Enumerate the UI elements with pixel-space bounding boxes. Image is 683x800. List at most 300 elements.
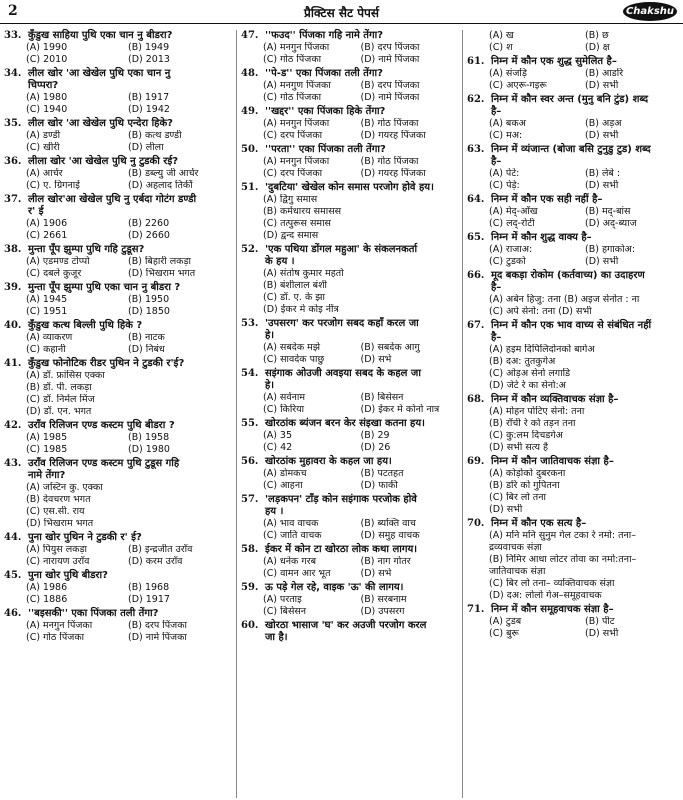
options-list xyxy=(241,594,458,618)
options-list xyxy=(467,406,681,454)
answer-option: (C) कु:लम दिचडगेअ xyxy=(489,430,563,441)
answer-option: (B) गोठ पिंजका xyxy=(360,156,419,167)
question-line xyxy=(467,106,681,118)
options-list xyxy=(467,468,681,516)
question-text: उराँव रिलिजन एण्ड कस्टम पुथि बीडरा ? xyxy=(28,420,175,431)
answer-option: (C) बिसेसन xyxy=(263,606,307,617)
question-line xyxy=(467,332,681,344)
options-list xyxy=(4,130,230,154)
question-line xyxy=(467,156,681,168)
question-text: कुँडुख फोनोटिक रीडर पुथिन ने टुडकी र'ई? xyxy=(28,358,185,369)
question-text: ''पे-ड'' एका पिंजका तली तेंगा? xyxy=(265,68,383,79)
question-line xyxy=(241,418,458,430)
answer-option: (A) टुडब xyxy=(489,616,522,627)
answer-option: (D) 1980 xyxy=(128,444,170,455)
question-number: 60. xyxy=(241,620,259,631)
question-block xyxy=(241,68,458,104)
options-list xyxy=(241,42,458,66)
answer-option: (A) एडमण्ड टोप्पो xyxy=(26,256,90,267)
answer-option: (B) हगाकोअ: xyxy=(585,244,636,255)
answer-option: (B) डॉ. पी. लकड़ा xyxy=(26,382,92,393)
answer-option: (D) भिखराम भगत xyxy=(128,268,196,279)
options-list xyxy=(467,68,681,92)
answer-option: (C) 2661 xyxy=(26,230,68,241)
question-text: निम्न में कौन एक शुद्ध सुमेलित है– xyxy=(491,56,617,67)
answer-option: (D) द्वन्द समास xyxy=(263,230,319,241)
answer-option: (C) एस.सी. राय xyxy=(26,506,85,517)
question-line xyxy=(467,320,681,332)
answer-option: (D) 1850 xyxy=(128,306,170,317)
question-line xyxy=(4,320,230,332)
answer-option: (C) 2010 xyxy=(26,54,68,65)
question-number: 41. xyxy=(4,358,22,369)
running-title: प्रैक्टिस सैट पेपर्स xyxy=(304,6,379,20)
question-text: ''परता'' एका पिंजका तली तेंगा? xyxy=(265,144,386,155)
question-text: निम्न में व्यंजान्त (बोजा बसि टुनुडु टुड) शब्द xyxy=(491,144,651,155)
answer-option: (A) डण्डी xyxy=(26,130,61,141)
answer-option: (A) मनगुन पिंजका xyxy=(263,42,330,53)
question-block xyxy=(241,318,458,366)
question-line xyxy=(241,330,458,342)
answer-option: (D) सभी सत्य है xyxy=(489,442,549,453)
answer-option: (D) सभी xyxy=(585,80,619,91)
question-line xyxy=(241,456,458,468)
question-line xyxy=(467,394,681,406)
question-text: हे। xyxy=(265,330,275,341)
question-line xyxy=(241,68,458,80)
question-text: ऊ पड़े गेल रहे, वाइक 'ऊ' की लागय। xyxy=(265,582,404,593)
question-text: लील खोर'आ खेखेल पुथि नु एर्बदा गोटंग डण्डी xyxy=(28,194,197,205)
answer-option: (C) खीरी xyxy=(26,142,60,153)
answer-option: (B) लेबे : xyxy=(585,168,621,179)
question-text: है– xyxy=(491,332,502,343)
question-block xyxy=(4,244,230,280)
question-number: 46. xyxy=(4,608,22,619)
question-line xyxy=(4,458,230,470)
question-block xyxy=(241,182,458,242)
options-list xyxy=(241,430,458,454)
question-block xyxy=(467,30,681,54)
answer-option: (A) डोमकच xyxy=(263,468,307,479)
question-line xyxy=(241,256,458,268)
answer-option: (A) परताइ xyxy=(263,594,302,605)
answer-option: (A) 1980 xyxy=(26,92,68,103)
question-line xyxy=(4,420,230,432)
answer-option: (A) ख xyxy=(489,30,514,41)
question-text: सइंगाक ओउजी अवइया सबद के कहल जा xyxy=(265,368,421,379)
answer-option: (C) 1940 xyxy=(26,104,68,115)
answer-option: (C) सावदेक पाछु xyxy=(263,354,325,365)
question-line xyxy=(467,56,681,68)
question-line xyxy=(4,156,230,168)
question-text: 'एक पथिया डोंगल महुआ' के संकलनकर्ता xyxy=(265,244,418,255)
answer-option: (D) 1917 xyxy=(128,594,170,605)
question-text: है– xyxy=(491,106,502,117)
question-text: 'दुबटिया' खेखेल कोन समास परजोग होवे हय। xyxy=(265,182,434,193)
question-line xyxy=(4,206,230,218)
question-number: 45. xyxy=(4,570,22,581)
page-number: 2 xyxy=(8,3,18,19)
answer-option: (B) 29 xyxy=(360,430,390,441)
question-text: र' ई xyxy=(28,206,44,217)
column-2 xyxy=(236,30,458,798)
options-list xyxy=(467,344,681,392)
question-line xyxy=(467,194,681,206)
question-line xyxy=(4,194,230,206)
answer-option: (B) डब्ल्यु जी आर्चर xyxy=(128,168,199,179)
options-list xyxy=(241,156,458,180)
question-text: निम्न में कौन स्वर अन्त (मुनु बनि टुंड) शब्द xyxy=(491,94,649,105)
question-block xyxy=(241,106,458,142)
question-line xyxy=(467,456,681,468)
question-number: 54. xyxy=(241,368,259,379)
options-list xyxy=(4,92,230,116)
question-number: 50. xyxy=(241,144,259,155)
answer-option: (A) धनेक गरब xyxy=(263,556,317,567)
answer-option: (B) गोठ पिंजका xyxy=(360,118,419,129)
question-line xyxy=(4,470,230,482)
question-block xyxy=(467,94,681,142)
question-line xyxy=(4,532,230,544)
question-line xyxy=(241,244,458,256)
question-text: निम्न में कौन शुद्ध वाक्य है– xyxy=(491,232,592,243)
question-block xyxy=(4,570,230,606)
answer-option: (B) दरप पिंजका xyxy=(360,80,420,91)
question-line xyxy=(4,358,230,370)
question-text: खोरठा भासाज 'घ' कर अउजी परजोग करल xyxy=(265,620,427,631)
options-list xyxy=(241,468,458,492)
question-number: 43. xyxy=(4,458,22,469)
question-block xyxy=(4,420,230,456)
question-line xyxy=(467,270,681,282)
answer-option: (B) सबदेक आगु xyxy=(360,342,420,353)
question-number: 40. xyxy=(4,320,22,331)
page-header xyxy=(0,0,683,24)
question-block xyxy=(467,604,681,640)
options-list xyxy=(467,244,681,268)
options-list xyxy=(467,118,681,142)
options-list xyxy=(467,30,681,54)
question-line xyxy=(467,282,681,294)
question-number: 58. xyxy=(241,544,259,555)
question-text: चिप्परा? xyxy=(28,80,59,91)
question-line xyxy=(241,620,458,632)
question-block xyxy=(241,456,458,492)
answer-option: (C) बिर लो तना– व्यक्तिवाचक संज्ञा xyxy=(489,578,615,589)
question-block xyxy=(241,244,458,316)
answer-option: (A) बकअ xyxy=(489,118,526,129)
question-number: 53. xyxy=(241,318,259,329)
answer-option: (A) संतोष कुमार महतो xyxy=(263,268,344,279)
question-number: 67. xyxy=(467,320,485,331)
question-text: लीला खोर 'आ खेखेल पुथि नु टुडकी रई? xyxy=(28,156,179,167)
answer-option: (B) डरि को गुपितना xyxy=(489,480,560,491)
answer-option: (D) फाकी xyxy=(360,480,398,491)
question-text: लील खोर 'आ खेखेल पुथि एन्देरा हिके? xyxy=(28,118,173,129)
answer-option: (B) राँची रे को तड़न तना xyxy=(489,418,576,429)
answer-option: (D) करम उराँव xyxy=(128,556,183,567)
question-line xyxy=(241,506,458,518)
column-1 xyxy=(4,30,230,798)
question-line xyxy=(4,118,230,130)
answer-option: (A) 1906 xyxy=(26,218,68,229)
question-text: मुन्ता पूँप झुम्पा पुथि गहि टुडूस? xyxy=(28,244,145,255)
answer-option: (D) लीला xyxy=(128,142,164,153)
answer-option: (A) मनगुन पिंजका xyxy=(263,118,330,129)
answer-option: (B) ब्यक्ति वाच xyxy=(360,518,416,529)
question-line xyxy=(241,144,458,156)
question-block xyxy=(241,582,458,618)
options-list xyxy=(4,544,230,568)
question-line xyxy=(4,30,230,42)
question-line xyxy=(241,582,458,594)
answer-option: (D) भिखराम भगत xyxy=(26,518,94,529)
question-number: 48. xyxy=(241,68,259,79)
answer-option: (B) कत्थ डण्डी xyxy=(128,130,182,141)
question-block xyxy=(4,156,230,192)
answer-option: (D) जेटे रे का सेनो:अ xyxy=(489,380,566,391)
question-line xyxy=(467,144,681,156)
question-number: 33. xyxy=(4,30,22,41)
options-list xyxy=(241,556,458,580)
answer-option: (D) सभी xyxy=(489,504,523,515)
answer-option: (B) दअ: तुतकुगेअ xyxy=(489,356,556,367)
question-number: 39. xyxy=(4,282,22,293)
question-number: 62. xyxy=(467,94,485,105)
question-block xyxy=(467,270,681,318)
answer-option: (C) गोठ पिंजका xyxy=(263,92,322,103)
answer-option: (C) कहानी xyxy=(26,344,66,355)
options-list xyxy=(4,294,230,318)
answer-option: (B) सरबनाम xyxy=(360,594,407,605)
answer-option: (C) 1951 xyxy=(26,306,68,317)
answer-option: (C) श xyxy=(489,42,513,53)
options-list xyxy=(4,332,230,356)
answer-option: (A) डॉ. फ्रांसिस एक्का xyxy=(26,370,105,381)
answer-option: (D) सभी xyxy=(585,256,619,267)
options-list xyxy=(4,432,230,456)
question-block xyxy=(241,418,458,454)
question-text: खोरठांक ब्यंजन बरन केर संइखा कतना हय। xyxy=(265,418,425,429)
question-text: जा है। xyxy=(265,632,288,643)
answer-option: (A) जस्टिन कु. एक्का xyxy=(26,482,103,493)
answer-option: (B) आडरि xyxy=(585,68,624,79)
question-text: के हय । xyxy=(265,256,295,267)
answer-option: (B) अड़अ xyxy=(585,118,622,129)
options-list xyxy=(241,194,458,242)
answer-option: (D) अहलाद तिर्की xyxy=(128,180,193,191)
answer-option: (A) पियुस लकड़ा xyxy=(26,544,88,555)
answer-option: (A) 1945 xyxy=(26,294,68,305)
options-list xyxy=(4,256,230,280)
answer-option: (C) टुडको xyxy=(489,256,526,267)
question-block xyxy=(241,144,458,180)
answer-option: (B) छ xyxy=(585,30,609,41)
answer-option: (B) 1950 xyxy=(128,294,170,305)
answer-option: (C) दरप पिंजका xyxy=(263,130,323,141)
answer-option: (C) मअ: xyxy=(489,130,523,141)
answer-option: (B) नाग गोतर xyxy=(360,556,411,567)
question-line xyxy=(241,318,458,330)
question-line xyxy=(241,368,458,380)
question-block xyxy=(467,232,681,268)
question-text: हय । xyxy=(265,506,284,517)
question-number: 69. xyxy=(467,456,485,467)
answer-option: (D) समुह वाचक xyxy=(360,530,420,541)
answer-option: (A) मोहन पोटिए सेनो: तना xyxy=(489,406,585,417)
question-line xyxy=(241,494,458,506)
question-number: 52. xyxy=(241,244,259,255)
answer-option: (C) अपे सेनो: तना (D) सभी xyxy=(489,306,592,317)
question-block xyxy=(241,494,458,542)
question-number: 66. xyxy=(467,270,485,281)
answer-option: (C) डॉ. निर्मल मिंज xyxy=(26,394,95,405)
answer-option: (D) 1942 xyxy=(128,104,170,115)
question-number: 35. xyxy=(4,118,22,129)
question-text: मूद बकड़ा रोकोम (कर्तवाच्य) का उदाहरण xyxy=(491,270,645,281)
options-list xyxy=(241,392,458,416)
question-block xyxy=(4,532,230,568)
answer-option: (C) 1886 xyxy=(26,594,68,605)
question-text: निम्न में कौन एक भाव वाच्य से संबंधित नहीं xyxy=(491,320,652,331)
answer-option: (D) डॉ. एन. भगत xyxy=(26,406,92,417)
answer-option: (C) लद्-रोटी xyxy=(489,218,535,229)
question-number: 65. xyxy=(467,232,485,243)
answer-option: (C) वामन आर भूत xyxy=(263,568,331,579)
answer-option: (B) पटतहत xyxy=(360,468,404,479)
answer-option: (B) 1949 xyxy=(128,42,170,53)
answer-option: (D) सभी xyxy=(585,130,619,141)
answer-option: (A) द्विगु समास xyxy=(263,194,318,205)
answer-option: (A) 1986 xyxy=(26,582,68,593)
question-number: 61. xyxy=(467,56,485,67)
answer-option: (C) नारायण उराँव xyxy=(26,556,90,567)
question-text: है– xyxy=(491,156,502,167)
question-number: 36. xyxy=(4,156,22,167)
question-text: 'उपसरग' कर परजोग सबद कहाँ करल जा xyxy=(265,318,419,329)
question-text: निम्न में कौन एक सत्य है– xyxy=(491,518,587,529)
question-block xyxy=(241,544,458,580)
question-text: हे। xyxy=(265,380,275,391)
question-block xyxy=(467,394,681,454)
question-text: निम्न में कौन एक सही नहीं है– xyxy=(491,194,603,205)
question-block xyxy=(4,608,230,644)
options-list xyxy=(467,294,681,318)
question-line xyxy=(241,106,458,118)
question-number: 44. xyxy=(4,532,22,543)
options-list xyxy=(4,582,230,606)
answer-option: (B) इन्द्रजीत उराँव xyxy=(128,544,193,555)
answer-option: (D) ईकर मे कोनो नात्र xyxy=(360,404,440,415)
answer-option: (D) सभे xyxy=(360,354,392,365)
answer-option: (C) आहना xyxy=(263,480,303,491)
question-number: 56. xyxy=(241,456,259,467)
answer-option: (B) 1968 xyxy=(128,582,170,593)
options-list xyxy=(4,482,230,530)
answer-option: (D) क्ष xyxy=(585,42,610,53)
answer-option: (C) गोठ पिंजका xyxy=(26,632,85,643)
answer-option: (A) मनि मनि सुनुम गेल टका रे नमो: तना– xyxy=(489,530,637,541)
answer-option: (D) 2660 xyxy=(128,230,170,241)
answer-option: (B) बिहारी लकड़ा xyxy=(128,256,191,267)
question-block xyxy=(4,118,230,154)
answer-option: (A) पेटे: xyxy=(489,168,520,179)
answer-option: (A) मनगुन पिंजका xyxy=(263,156,330,167)
options-list xyxy=(241,518,458,542)
answer-option: (B) 1917 xyxy=(128,92,170,103)
question-block xyxy=(467,456,681,516)
question-number: 55. xyxy=(241,418,259,429)
question-block xyxy=(467,518,681,602)
question-block xyxy=(4,68,230,116)
question-line xyxy=(467,94,681,106)
question-text: निम्न में कौन जातिवाचक संज्ञा है– xyxy=(491,456,614,467)
answer-option: (D) दअ: लोलो गेअ–समूहवाचक xyxy=(489,590,602,601)
options-list xyxy=(467,616,681,640)
options-list xyxy=(4,370,230,418)
options-list xyxy=(241,118,458,142)
answer-option: (D) 26 xyxy=(360,442,391,453)
options-list xyxy=(467,530,681,602)
answer-option: (B) दरप पिंजका xyxy=(360,42,420,53)
answer-option: (A) 1990 xyxy=(26,42,68,53)
chakshu-logo-icon: Chakshu xyxy=(623,2,677,21)
question-text: ''खद्दर'' एका पिंजका हिके तेंगा? xyxy=(265,106,386,117)
answer-option: जातिवाचक संज्ञा xyxy=(489,566,546,577)
question-number: 57. xyxy=(241,494,259,505)
answer-option: (C) दरप पिंजका xyxy=(263,168,323,179)
question-line xyxy=(241,380,458,392)
answer-option: (C) गोठ पिंजका xyxy=(263,54,322,65)
question-line xyxy=(4,80,230,92)
answer-option: (A) कोड़ोको दुबरकना xyxy=(489,468,566,479)
options-list xyxy=(467,168,681,192)
answer-option: (C) जाति वाचक xyxy=(263,530,322,541)
answer-option: (C) ए. ग्रिगनाई xyxy=(26,180,80,191)
question-text: नामे तेंगा? xyxy=(28,470,66,481)
answer-option: (B) 1958 xyxy=(128,432,170,443)
question-text: 'लड़कपन' टाँड़ कोन सइंगाक परजोक होवे xyxy=(265,494,417,505)
question-number: 49. xyxy=(241,106,259,117)
answer-option: (D) सभी xyxy=(585,628,619,639)
answer-option: (C) 42 xyxy=(263,442,293,453)
options-list xyxy=(241,342,458,366)
answer-option: (D) सभे xyxy=(360,568,392,579)
options-list xyxy=(4,168,230,192)
question-line xyxy=(241,182,458,194)
answer-option: (B) नाटक xyxy=(128,332,165,343)
answer-option: (C) अएरू-गइरू xyxy=(489,80,547,91)
answer-option: (B) 2260 xyxy=(128,218,170,229)
question-line xyxy=(4,608,230,620)
question-number: 68. xyxy=(467,394,485,405)
answer-option: (C) डॉ. ए. के झा xyxy=(263,292,325,303)
answer-option: (B) कर्मधारय समासस xyxy=(263,206,342,217)
answer-option: (C) ओड़अ सेनो लगाडि xyxy=(489,368,571,379)
answer-option: (D) अद्-ब्याज xyxy=(585,218,637,229)
question-number: 63. xyxy=(467,144,485,155)
answer-option: (C) तत्पुरूस समास xyxy=(263,218,331,229)
question-text: पुना खोर पुथिन ने टुडकी र' ई? xyxy=(28,532,142,543)
question-block xyxy=(467,144,681,192)
answer-option: (A) सर्वनाम xyxy=(263,392,306,403)
question-number: 59. xyxy=(241,582,259,593)
answer-option: (A) आर्चर xyxy=(26,168,63,179)
question-line xyxy=(4,244,230,256)
answer-option: (D) गयरह पिंजका xyxy=(360,130,426,141)
options-list xyxy=(241,268,458,316)
question-line xyxy=(467,232,681,244)
